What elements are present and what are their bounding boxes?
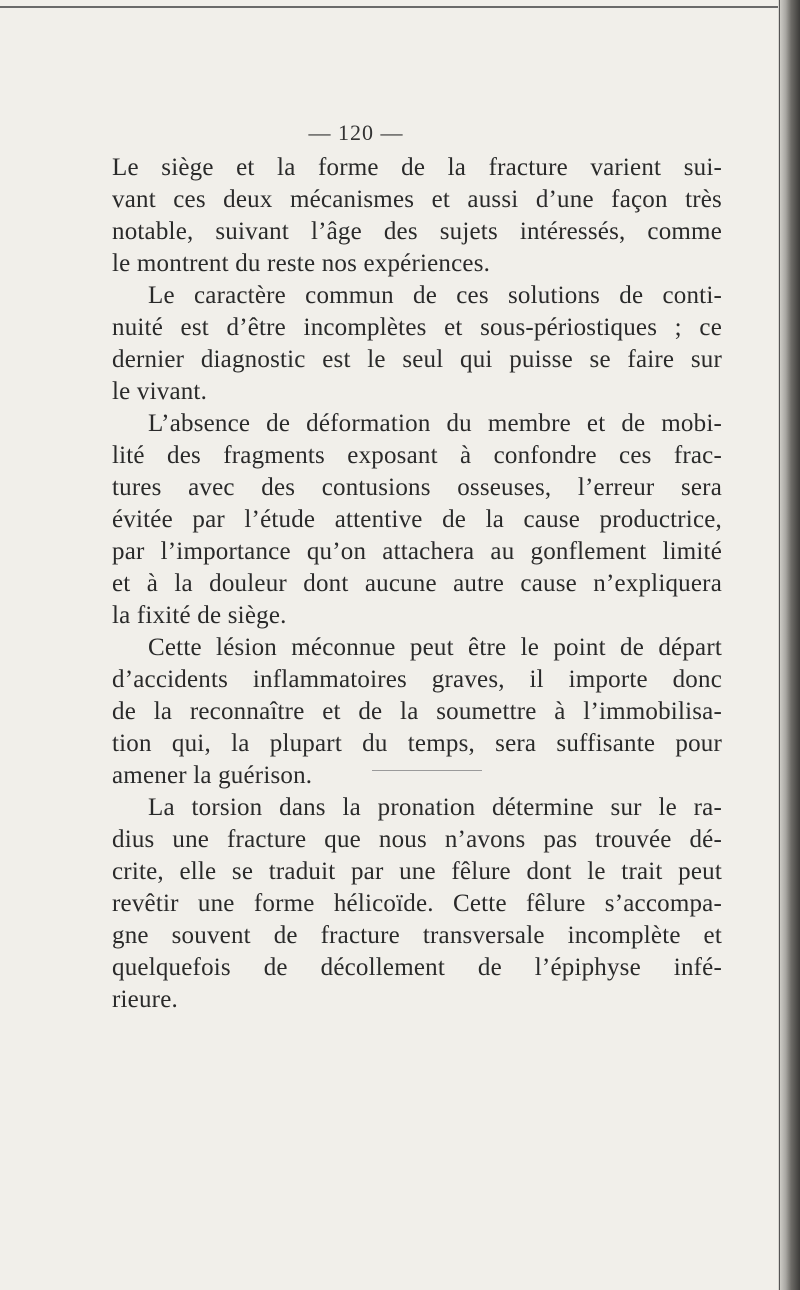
text-line: La torsion dans la pronation détermine sur le ra- (148, 794, 722, 821)
text-line: revêtir une forme hélicoïde. Cette fêlure s’accompa- (112, 890, 722, 917)
text-line: d’accidents inflammatoires graves, il importe donc (112, 666, 722, 693)
text-line: Cette lésion méconnue peut être le point de départ (148, 634, 722, 661)
text-line: tion qui, la plupart du temps, sera suffisante pour (112, 730, 722, 757)
text-line: rieure. (112, 986, 178, 1013)
page-edge-shadow (778, 0, 800, 1290)
text-line: le montrent du reste nos expériences. (112, 250, 491, 277)
text-line: quelquefois de décollement de l’épiphyse infé- (112, 954, 722, 981)
page-number: — 120 — (308, 120, 404, 145)
text-line: de la reconnaître et de la soumettre à l’immobilisa- (112, 698, 722, 725)
text-line: vant ces deux mécanismes et aussi d’une façon très (112, 186, 722, 213)
text-line: et à la douleur dont aucune autre cause n’expliquera (112, 570, 722, 597)
top-border-line (0, 6, 800, 8)
text-line: dernier diagnostic est le seul qui puisse se faire sur (112, 346, 722, 373)
text-line: Le caractère commun de ces solutions de conti- (148, 282, 722, 309)
footer-divider (372, 770, 482, 771)
body-text (112, 152, 722, 1016)
text-line: notable, suivant l’âge des sujets intéressés, comme (112, 218, 722, 245)
page-edge-line (779, 0, 780, 1290)
text-line: la fixité de siège. (112, 602, 287, 629)
text-line: tures avec des contusions osseuses, l’erreur sera (112, 474, 722, 501)
text-line: L’absence de déformation du membre et de mobi- (148, 410, 722, 437)
text-line: lité des fragments exposant à confondre ces frac- (112, 442, 722, 469)
text-line: par l’importance qu’on attachera au gonflement limité (112, 538, 722, 565)
text-line: amener la guérison. (112, 762, 313, 789)
text-line: évitée par l’étude attentive de la cause productrice, (112, 506, 722, 533)
text-line: Le siège et la forme de la fracture varient sui- (112, 154, 722, 181)
text-line: crite, elle se traduit par une fêlure dont le trait peut (112, 858, 722, 885)
text-line: dius une fracture que nous n’avons pas trouvée dé- (112, 826, 722, 853)
text-line: gne souvent de fracture transversale incomplète et (112, 922, 722, 949)
text-line: le vivant. (112, 378, 208, 405)
text-line: nuité est d’être incomplètes et sous-périostiques ; ce (112, 314, 722, 341)
